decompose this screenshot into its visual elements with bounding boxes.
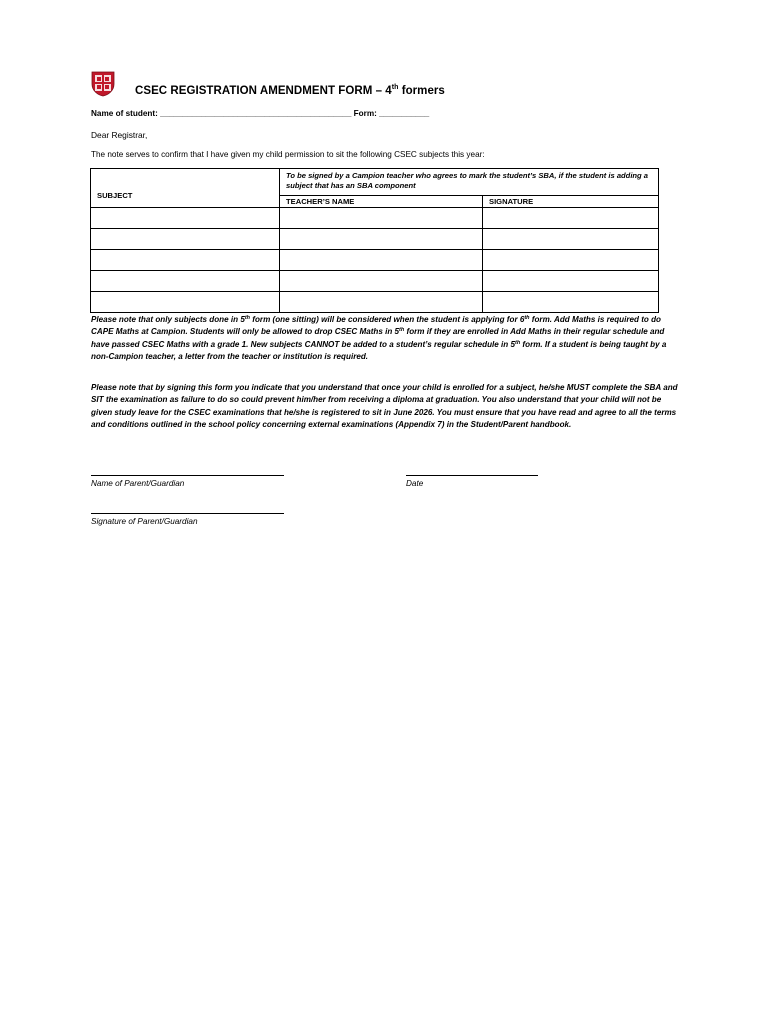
subject-cell[interactable] [91, 292, 280, 313]
table-row [91, 292, 659, 313]
greeting: Dear Registrar, [91, 130, 148, 140]
table-row [91, 250, 659, 271]
teacher-name-cell[interactable] [280, 271, 483, 292]
signature-column-header: SIGNATURE [483, 196, 659, 208]
signature-cell[interactable] [483, 250, 659, 271]
teacher-name-cell[interactable] [280, 208, 483, 229]
table-row [91, 208, 659, 229]
subject-cell[interactable] [91, 229, 280, 250]
subject-column-header: SUBJECT [91, 169, 280, 208]
table-row [91, 229, 659, 250]
school-crest-icon [91, 71, 115, 97]
subjects-table [90, 168, 659, 313]
teacher-name-cell[interactable] [280, 229, 483, 250]
subject-cell[interactable] [91, 271, 280, 292]
teacher-name-cell[interactable] [280, 292, 483, 313]
parent-name-line[interactable] [91, 475, 284, 476]
teacher-name-column-header: TEACHER’S NAME [280, 196, 483, 208]
subject-cell[interactable] [91, 250, 280, 271]
signature-cell[interactable] [483, 229, 659, 250]
teacher-name-cell[interactable] [280, 250, 483, 271]
form-title: CSEC REGISTRATION AMENDMENT FORM – 4th formers [135, 84, 445, 97]
date-line[interactable] [406, 475, 538, 476]
signature-cell[interactable] [483, 208, 659, 229]
subject-cell[interactable] [91, 208, 280, 229]
parent-name-label: Name of Parent/Guardian [91, 479, 185, 488]
student-name-form-line[interactable]: Name of student: __________________________________________ Form: ___________ [91, 109, 430, 118]
signature-cell[interactable] [483, 271, 659, 292]
permission-note: The note serves to confirm that I have given my child permission to sit the following CSEC subjects this year: [91, 150, 485, 159]
subject-policy-paragraph: Please note that only subjects done in 5th form (one sitting) will be considered when the student is applying for 6th form. Add Maths is required to do CAPE Maths at Campion. Students will only be allowed to drop CSEC Maths in 5th form if they are enrolled in Add Maths in their regular schedule and have passed CSEC Maths with a grade 1. New subjects CANNOT be added to a student’s regular schedule in 5th form. If a student is being taught by a non-Campion teacher, a letter from the teacher or institution is required. [91, 315, 667, 362]
parent-signature-line[interactable] [91, 513, 284, 514]
table-row [91, 271, 659, 292]
date-label: Date [406, 479, 424, 488]
signature-cell[interactable] [483, 292, 659, 313]
agreement-paragraph: Please note that by signing this form you indicate that you understand that once your child is enrolled for a subject, he/she MUST complete the SBA and SIT the examination as failure to do so could prevent him/her from receiving a diploma at graduation. You also understand that your child will not be given study leave for the CSEC examinations that he/she is registered to sit in June 2026. You must ensure that you have read and agree to all the terms and conditions outlined in the school policy concerning external examinations (Appendix 7) in the Student/Parent handbook. [91, 383, 678, 430]
teacher-instruction: To be signed by a Campion teacher who agrees to mark the student’s SBA, if the student is adding a subject that has an SBA component [280, 169, 659, 196]
parent-signature-label: Signature of Parent/Guardian [91, 517, 198, 526]
